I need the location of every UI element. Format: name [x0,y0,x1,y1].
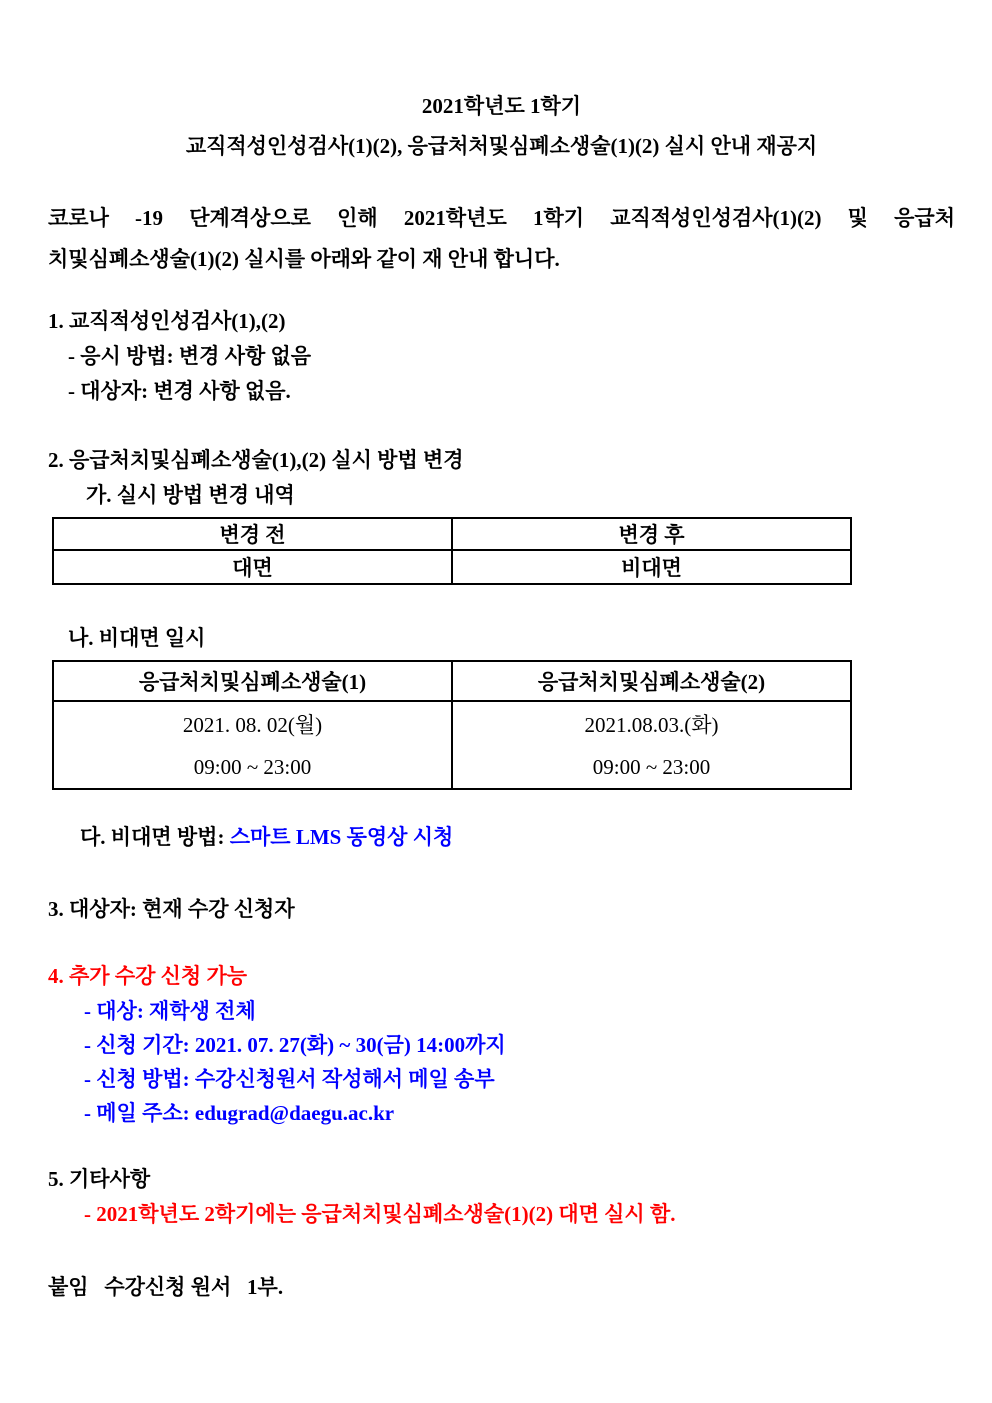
section-1-heading: 1. 교직적성인성검사(1),(2) [48,309,286,333]
section-3 [48,892,955,927]
section-1-item-target: - 대상자: 변경 사항 없음. [68,379,291,403]
section-4 [48,959,955,1130]
attachment-note: 붙임 수강신청 원서 1부. [48,1275,284,1299]
section-2 [48,443,955,854]
schedule-table-cell-course2 [452,701,851,789]
course1-date: 2021. 08. 02(월) [182,713,323,737]
change-table-header-row [53,518,851,550]
change-table-data-row [53,550,851,584]
intro-line-2: 치및심폐소생술(1)(2) 실시를 아래와 같이 재 안내 합니다. [48,247,560,271]
course2-date: 2021.08.03.(화) [584,713,719,737]
section-1 [48,304,955,409]
schedule-table-cell-course1 [53,701,452,789]
section-3-heading: 3. 대상자: 현재 수강 신청자 [48,897,295,921]
doc-title-line2: 교직적성인성검사(1)(2), 응급처처및심폐소생술(1)(2) 실시 안내 재공지 [185,134,818,158]
change-table [52,517,852,585]
section-4-item-period: - 신청 기간: 2021. 07. 27(화) ~ 30(금) 14:00까지 [84,1033,506,1057]
section-2-sub-c [48,820,955,854]
section-5 [48,1162,955,1232]
schedule-table-data-row [53,701,851,789]
schedule-table [52,660,852,790]
change-table-header-after: 변경 후 [452,518,851,550]
section-5-item-notice: - 2021학년도 2학기에는 응급처치및심폐소생술(1)(2) 대면 실시 함. [84,1202,676,1226]
section-5-heading: 5. 기타사항 [48,1167,151,1191]
section-4-item-target: - 대상: 재학생 전체 [84,999,256,1023]
course1-time: 09:00 ~ 23:00 [193,755,312,779]
section-4-item-method: - 신청 방법: 수강신청원서 작성해서 메일 송부 [84,1067,495,1091]
schedule-table-header-course1: 응급처치및심폐소생술(1) [53,661,452,701]
schedule-table-header-course2: 응급처치및심폐소생술(2) [452,661,851,701]
intro-paragraph [48,198,955,280]
doc-title-line1: 2021학년도 1학기 [421,94,582,118]
section-2-sub-c-label: 다. 비대면 방법: [80,825,230,849]
section-4-item-email: - 메일 주소: edugrad@daegu.ac.kr [84,1101,395,1125]
section-4-heading: 4. 추가 수강 신청 가능 [48,964,248,988]
intro-line-1: 코로나 -19 단계격상으로 인해 2021학년도 1학기 교직적성인성검사(1)(2) 및 응급처 [48,206,955,230]
section-2-sub-c-value: 스마트 LMS 동영상 시청 [229,825,454,849]
course2-time: 09:00 ~ 23:00 [592,755,711,779]
section-2-sub-a: 가. 실시 방법 변경 내역 [86,483,295,507]
change-table-cell-before: 대면 [53,550,452,584]
section-2-sub-b: 나. 비대면 일시 [68,626,206,650]
section-1-item-method: - 응시 방법: 변경 사항 없음 [68,344,312,368]
section-2-heading: 2. 응급처치및심폐소생술(1),(2) 실시 방법 변경 [48,448,464,472]
change-table-header-before: 변경 전 [53,518,452,550]
schedule-table-header-row [53,661,851,701]
change-table-cell-after: 비대면 [452,550,851,584]
